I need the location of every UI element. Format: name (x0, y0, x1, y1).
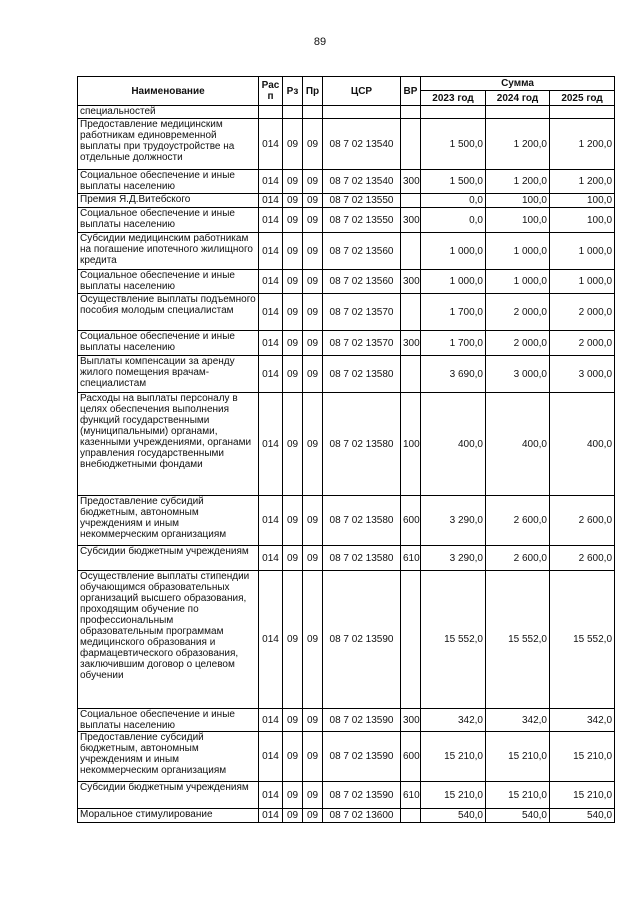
table-row (78, 208, 615, 233)
cell-2023: 1 000,0 (421, 233, 486, 270)
cell-vr (401, 194, 421, 208)
cell-2023: 0,0 (421, 208, 486, 233)
cell-rasp: 014 (259, 119, 283, 170)
cell-name: Расходы на выплаты персоналу в целях обеспечения выполнения функций государственными (муниципальными) органами, казенными учреждениями, органами управления государственными внебюджетными фондами (78, 393, 259, 496)
header-sum: Сумма (421, 77, 615, 91)
header-year-2025: 2025 год (550, 91, 615, 106)
cell-csr: 08 7 02 13570 (323, 331, 401, 356)
cell-csr: 08 7 02 13600 (323, 809, 401, 823)
cell-rasp: 014 (259, 709, 283, 732)
cell-csr: 08 7 02 13590 (323, 782, 401, 809)
cell-2023: 1 500,0 (421, 119, 486, 170)
cell-name: Осуществление выплаты стипендии обучающимся образовательных организаций высшего образования, проходящим обучение по профессиональным образовательным программам медицинского образования и фармацевтического образования, заключившим договор о целевом обучении (78, 571, 259, 709)
table-row (78, 546, 615, 571)
cell-csr: 08 7 02 13570 (323, 294, 401, 331)
cell-2024: 15 210,0 (486, 732, 550, 782)
cell-rasp: 014 (259, 208, 283, 233)
cell-name: Социальное обеспечение и иные выплаты населению (78, 331, 259, 356)
cell-name: Моральное стимулирование (78, 809, 259, 823)
cell-vr: 610 (401, 782, 421, 809)
table-row (78, 496, 615, 546)
cell-name: Осуществление выплаты подъемного пособия молодым специалистам (78, 294, 259, 331)
cell-rasp: 014 (259, 294, 283, 331)
cell-pr: 09 (303, 496, 323, 546)
cell-2025: 1 000,0 (550, 233, 615, 270)
cell-vr: 300 (401, 270, 421, 294)
cell-pr: 09 (303, 294, 323, 331)
cell-rz: 09 (283, 732, 303, 782)
table-row (78, 294, 615, 331)
cell-pr: 09 (303, 194, 323, 208)
cell-2025: 400,0 (550, 393, 615, 496)
cell-rasp: 014 (259, 393, 283, 496)
cell-csr: 08 7 02 13580 (323, 496, 401, 546)
cell-rz: 09 (283, 393, 303, 496)
header-rasp: Рас п (259, 77, 283, 106)
cell-rasp: 014 (259, 571, 283, 709)
cell-csr: 08 7 02 13590 (323, 709, 401, 732)
cell-name: Субсидии медицинским работникам на погашение ипотечного жилищного кредита (78, 233, 259, 270)
cell-pr: 09 (303, 233, 323, 270)
cell-csr: 08 7 02 13580 (323, 356, 401, 393)
cell-rz: 09 (283, 119, 303, 170)
cell-name: Предоставление субсидий бюджетным, автономным учреждениям и иным некоммерческим организациям (78, 732, 259, 782)
cell-2025: 342,0 (550, 709, 615, 732)
cell-rasp: 014 (259, 546, 283, 571)
table-row (78, 709, 615, 732)
cell-vr: 600 (401, 732, 421, 782)
cell-vr: 300 (401, 170, 421, 194)
cell-name: Социальное обеспечение и иные выплаты населению (78, 270, 259, 294)
cell-vr: 300 (401, 208, 421, 233)
cell-name: Премия Я.Д.Витебского (78, 194, 259, 208)
cell-2023: 15 552,0 (421, 571, 486, 709)
cell-vr (401, 809, 421, 823)
table-row (78, 393, 615, 496)
cell-vr (401, 233, 421, 270)
cell-rasp: 014 (259, 356, 283, 393)
cell-2024: 15 210,0 (486, 782, 550, 809)
cell-vr (401, 106, 421, 119)
table-row (78, 119, 615, 170)
cell-2025: 2 000,0 (550, 294, 615, 331)
table-row (78, 106, 615, 119)
cell-2025: 100,0 (550, 194, 615, 208)
table-row (78, 571, 615, 709)
cell-csr: 08 7 02 13550 (323, 208, 401, 233)
cell-2023: 15 210,0 (421, 732, 486, 782)
cell-vr (401, 571, 421, 709)
cell-rasp: 014 (259, 170, 283, 194)
cell-2025 (550, 106, 615, 119)
cell-rasp: 014 (259, 782, 283, 809)
cell-2023: 1 500,0 (421, 170, 486, 194)
cell-csr: 08 7 02 13590 (323, 571, 401, 709)
cell-rz: 09 (283, 331, 303, 356)
cell-name: Выплаты компенсации за аренду жилого помещения врачам-специалистам (78, 356, 259, 393)
cell-2025: 15 210,0 (550, 732, 615, 782)
cell-vr: 610 (401, 546, 421, 571)
cell-vr: 100 (401, 393, 421, 496)
header-rz: Рз (283, 77, 303, 106)
cell-pr: 09 (303, 119, 323, 170)
cell-2024: 1 200,0 (486, 119, 550, 170)
table-row (78, 782, 615, 809)
cell-2023: 540,0 (421, 809, 486, 823)
cell-rz: 09 (283, 356, 303, 393)
cell-rz: 09 (283, 194, 303, 208)
cell-rz: 09 (283, 233, 303, 270)
cell-2023: 3 290,0 (421, 546, 486, 571)
cell-csr: 08 7 02 13590 (323, 732, 401, 782)
header-name: Наименование (78, 77, 259, 106)
cell-2024: 342,0 (486, 709, 550, 732)
table-row (78, 194, 615, 208)
cell-csr (323, 106, 401, 119)
cell-2025: 15 210,0 (550, 782, 615, 809)
cell-2023: 3 690,0 (421, 356, 486, 393)
cell-name: Субсидии бюджетным учреждениям (78, 546, 259, 571)
cell-vr (401, 356, 421, 393)
cell-2023: 1 000,0 (421, 270, 486, 294)
cell-2025: 100,0 (550, 208, 615, 233)
cell-rasp (259, 106, 283, 119)
cell-2025: 15 552,0 (550, 571, 615, 709)
table-row (78, 732, 615, 782)
cell-rz: 09 (283, 294, 303, 331)
cell-rz: 09 (283, 809, 303, 823)
table-row (78, 809, 615, 823)
cell-rz: 09 (283, 782, 303, 809)
cell-csr: 08 7 02 13540 (323, 170, 401, 194)
cell-rz: 09 (283, 170, 303, 194)
cell-vr: 300 (401, 331, 421, 356)
cell-name: Социальное обеспечение и иные выплаты населению (78, 170, 259, 194)
cell-csr: 08 7 02 13560 (323, 270, 401, 294)
cell-pr: 09 (303, 732, 323, 782)
cell-pr: 09 (303, 356, 323, 393)
cell-2024: 100,0 (486, 194, 550, 208)
cell-csr: 08 7 02 13540 (323, 119, 401, 170)
cell-2024: 3 000,0 (486, 356, 550, 393)
header-year-2024: 2024 год (486, 91, 550, 106)
cell-2023: 342,0 (421, 709, 486, 732)
cell-rasp: 014 (259, 809, 283, 823)
cell-vr (401, 119, 421, 170)
table-row (78, 331, 615, 356)
cell-2024: 15 552,0 (486, 571, 550, 709)
cell-2025: 1 200,0 (550, 119, 615, 170)
cell-2024: 1 200,0 (486, 170, 550, 194)
header-csr: ЦСР (323, 77, 401, 106)
cell-vr (401, 294, 421, 331)
cell-2024: 400,0 (486, 393, 550, 496)
cell-pr: 09 (303, 546, 323, 571)
cell-2023: 1 700,0 (421, 331, 486, 356)
cell-2025: 3 000,0 (550, 356, 615, 393)
header-pr: Пр (303, 77, 323, 106)
cell-2024: 100,0 (486, 208, 550, 233)
cell-2024: 540,0 (486, 809, 550, 823)
cell-name: Субсидии бюджетным учреждениям (78, 782, 259, 809)
table-row (78, 356, 615, 393)
cell-pr: 09 (303, 270, 323, 294)
cell-pr (303, 106, 323, 119)
table-row (78, 170, 615, 194)
cell-rasp: 014 (259, 496, 283, 546)
cell-pr: 09 (303, 393, 323, 496)
cell-csr: 08 7 02 13560 (323, 233, 401, 270)
cell-rz (283, 106, 303, 119)
cell-name: Предоставление медицинским работникам единовременной выплаты при трудоустройстве на отдельные должности (78, 119, 259, 170)
cell-2024: 1 000,0 (486, 270, 550, 294)
cell-rz: 09 (283, 270, 303, 294)
table-body (78, 106, 615, 823)
cell-2024 (486, 106, 550, 119)
cell-2025: 540,0 (550, 809, 615, 823)
cell-csr: 08 7 02 13580 (323, 546, 401, 571)
table-row (78, 233, 615, 270)
cell-2025: 1 200,0 (550, 170, 615, 194)
cell-rasp: 014 (259, 732, 283, 782)
cell-vr: 300 (401, 709, 421, 732)
cell-rz: 09 (283, 208, 303, 233)
budget-table (77, 76, 615, 823)
cell-2025: 2 000,0 (550, 331, 615, 356)
cell-name: Предоставление субсидий бюджетным, автономным учреждениям и иным некоммерческим организациям (78, 496, 259, 546)
cell-2024: 2 000,0 (486, 294, 550, 331)
cell-2023 (421, 106, 486, 119)
cell-pr: 09 (303, 170, 323, 194)
cell-rasp: 014 (259, 194, 283, 208)
cell-rz: 09 (283, 546, 303, 571)
cell-2023: 0,0 (421, 194, 486, 208)
cell-pr: 09 (303, 809, 323, 823)
cell-name: Социальное обеспечение и иные выплаты населению (78, 208, 259, 233)
cell-rasp: 014 (259, 270, 283, 294)
cell-2023: 1 700,0 (421, 294, 486, 331)
cell-pr: 09 (303, 709, 323, 732)
cell-csr: 08 7 02 13580 (323, 393, 401, 496)
cell-2025: 1 000,0 (550, 270, 615, 294)
cell-2024: 2 600,0 (486, 546, 550, 571)
cell-2023: 3 290,0 (421, 496, 486, 546)
cell-2024: 2 600,0 (486, 496, 550, 546)
cell-vr: 600 (401, 496, 421, 546)
cell-rz: 09 (283, 496, 303, 546)
page-number: 89 (313, 36, 327, 48)
header-vr: ВР (401, 77, 421, 106)
header-year-2023: 2023 год (421, 91, 486, 106)
cell-pr: 09 (303, 782, 323, 809)
cell-2023: 400,0 (421, 393, 486, 496)
cell-2024: 2 000,0 (486, 331, 550, 356)
cell-csr: 08 7 02 13550 (323, 194, 401, 208)
table-row (78, 270, 615, 294)
cell-pr: 09 (303, 571, 323, 709)
cell-name: специальностей (78, 106, 259, 119)
cell-rasp: 014 (259, 233, 283, 270)
cell-pr: 09 (303, 208, 323, 233)
cell-rz: 09 (283, 709, 303, 732)
cell-2025: 2 600,0 (550, 496, 615, 546)
cell-2024: 1 000,0 (486, 233, 550, 270)
cell-2025: 2 600,0 (550, 546, 615, 571)
cell-name: Социальное обеспечение и иные выплаты населению (78, 709, 259, 732)
cell-2023: 15 210,0 (421, 782, 486, 809)
cell-pr: 09 (303, 331, 323, 356)
cell-rz: 09 (283, 571, 303, 709)
cell-rasp: 014 (259, 331, 283, 356)
